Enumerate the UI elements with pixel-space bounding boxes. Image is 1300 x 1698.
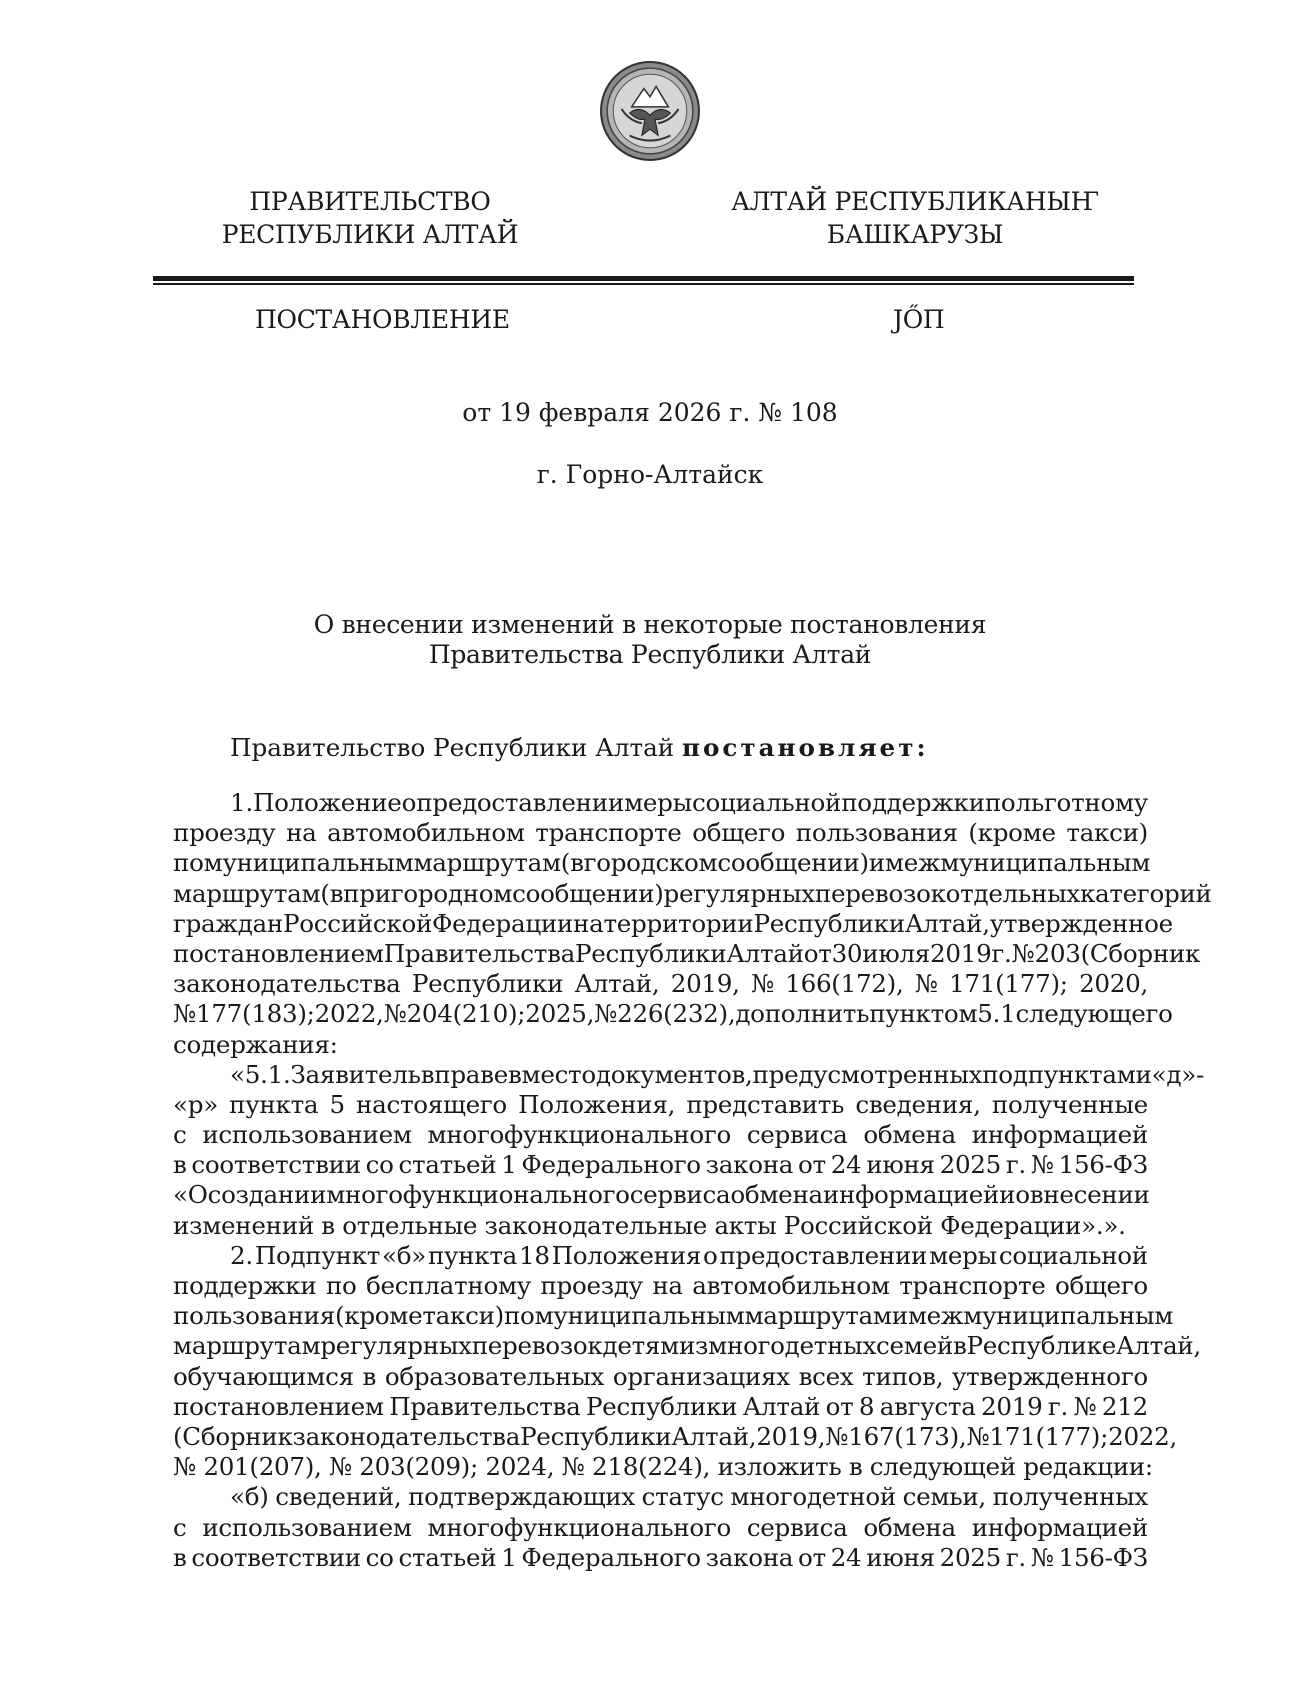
body-word: от <box>798 1542 826 1572</box>
body-line <box>173 1452 1153 1482</box>
body-word: вправе <box>420 1059 508 1089</box>
body-word: августа <box>879 1391 976 1421</box>
body-word: в <box>952 1331 967 1361</box>
body-word: (кроме <box>968 818 1056 848</box>
org-name-line: ПРАВИТЕЛЬСТВО <box>249 187 491 216</box>
body-word: № <box>173 1452 196 1482</box>
body-word: закона <box>705 1150 794 1180</box>
body-word: сервиса <box>746 1512 848 1542</box>
body-word: пользования <box>173 1301 335 1331</box>
body-word: г. <box>991 938 1012 968</box>
body-line <box>173 1241 1148 1271</box>
body-word: от <box>803 938 832 968</box>
body-word: 226(232), <box>617 999 736 1029</box>
body-word: сообщении) <box>512 878 664 908</box>
body-word: пользования <box>795 818 958 848</box>
body-word: утвержденного <box>951 1361 1148 1391</box>
body-word: общего <box>692 818 786 848</box>
document-title <box>300 610 1000 670</box>
body-line <box>173 1331 1201 1361</box>
body-word: многофункционального <box>427 1512 731 1542</box>
body-word: Республики <box>520 1421 672 1451</box>
body-word: соответствии <box>191 1542 361 1572</box>
body-word: предоставлении <box>719 1240 928 1270</box>
body-word: Алтай, <box>1115 1331 1201 1361</box>
body-word: Республики <box>411 969 564 999</box>
body-word: 2025 <box>939 1150 1001 1180</box>
body-word: № <box>750 969 774 999</box>
body-word: 30 <box>831 938 863 968</box>
body-word: Федерации <box>432 908 574 938</box>
body-word: межмуниципальным <box>907 1301 1174 1331</box>
body-word: законодательные <box>484 1210 707 1240</box>
body-line <box>173 1271 1148 1301</box>
body-word: детям <box>602 1331 679 1361</box>
body-word: в <box>362 1361 377 1391</box>
body-word: 203 <box>1034 938 1081 968</box>
body-word: Федерации».». <box>940 1210 1126 1240</box>
body-word: сведения, <box>855 1089 981 1119</box>
body-word: № <box>914 969 938 999</box>
body-word: от <box>825 1391 854 1421</box>
body-word: Алтай, <box>671 1421 757 1451</box>
decree-intro <box>230 733 929 762</box>
body-line <box>173 1482 1148 1512</box>
body-word: на <box>286 818 317 848</box>
body-word: использованием <box>202 1512 412 1542</box>
body-word: г. <box>1005 1150 1026 1180</box>
body-word: сообщении) <box>717 848 869 878</box>
body-word: № <box>383 999 407 1029</box>
body-word: обмена <box>730 1180 823 1210</box>
body-line <box>173 1180 1148 1210</box>
body-word: Российской <box>283 908 433 938</box>
body-word: (кроме <box>334 1301 423 1331</box>
body-word: социальной <box>998 1240 1148 1270</box>
body-word: (в <box>560 848 584 878</box>
body-word: организациях <box>612 1361 790 1391</box>
body-word: закона <box>705 1542 794 1572</box>
body-word: (в <box>320 878 344 908</box>
body-word: на <box>573 908 604 938</box>
body-word: обучающимся <box>173 1361 354 1391</box>
body-word: июля <box>862 938 931 968</box>
body-word: пункта <box>427 1240 518 1270</box>
body-word: в <box>321 1210 335 1240</box>
body-word: по <box>503 1301 535 1331</box>
body-word: городском <box>583 848 718 878</box>
body-word: льготному <box>1015 788 1148 817</box>
body-word: Федерального <box>521 1150 701 1180</box>
body-word: «О <box>173 1180 208 1210</box>
body-word: регулярных <box>663 878 815 908</box>
body-word: 2019, <box>670 969 740 999</box>
body-word: 2019 <box>930 938 992 968</box>
body-word: 2019 <box>981 1391 1043 1421</box>
body-word: полученных <box>992 1482 1148 1512</box>
body-word: предусмотренных <box>752 1059 983 1089</box>
body-word: № <box>1011 938 1035 968</box>
body-line <box>173 938 1201 969</box>
body-word: регулярных <box>320 1331 472 1361</box>
body-word: следующей <box>869 1452 1016 1482</box>
body-word: с <box>173 1120 187 1150</box>
body-word: Республики <box>753 908 905 938</box>
intro-text: Правительство Республики Алтай <box>230 733 675 762</box>
body-word: Положения, <box>518 1089 676 1119</box>
body-word: создании <box>207 1180 327 1210</box>
body-word: бесплатному <box>366 1271 531 1300</box>
body-word: «б» <box>381 1240 426 1270</box>
body-word: по <box>325 1271 357 1300</box>
body-word: 8 <box>858 1391 875 1421</box>
body-word: территории <box>603 908 754 938</box>
body-line <box>173 1513 1148 1543</box>
body-word: 2024, <box>485 1452 555 1482</box>
body-line <box>173 788 1148 818</box>
body-word: семьи, <box>902 1482 986 1512</box>
body-word: 166(172), <box>785 969 904 999</box>
body-word: пункта <box>229 1089 319 1119</box>
body-word: подпунктами <box>982 1059 1152 1089</box>
body-word: представить <box>686 1089 845 1119</box>
org-name-line: АЛТАЙ РЕСПУБЛИКАНЫҤ <box>731 187 1099 216</box>
body-line <box>173 1362 1148 1392</box>
body-line <box>173 878 1212 909</box>
body-word: из <box>678 1331 709 1361</box>
body-word: дополнить <box>735 999 870 1029</box>
body-line <box>173 999 1173 1029</box>
document-date-number: от 19 февраля 2026 г. № 108 <box>462 398 838 427</box>
body-word: маршрутам <box>413 848 561 878</box>
body-word: Положение <box>253 788 402 817</box>
body-word: 24 <box>830 1150 862 1180</box>
body-word: от <box>798 1150 826 1180</box>
body-word: утвержденное <box>989 908 1173 938</box>
org-name-line: РЕСПУБЛИКИ АЛТАЙ <box>221 220 519 249</box>
body-word: содержания: <box>173 1029 338 1059</box>
body-word: Алтай <box>726 938 804 968</box>
body-word: сервиса <box>629 1180 731 1210</box>
body-word: 2025 <box>939 1542 1001 1572</box>
body-word: по <box>173 848 204 878</box>
body-word: сервиса <box>746 1120 848 1150</box>
body-line <box>173 1301 1174 1331</box>
body-word: Российской <box>783 1210 933 1240</box>
body-word: № <box>966 1421 990 1451</box>
document-body <box>173 788 1212 1573</box>
body-word: 212 <box>1101 1391 1148 1421</box>
body-word: 167(173), <box>848 1421 967 1451</box>
body-word: о <box>1015 1180 1030 1210</box>
body-word: «5.1. <box>230 1059 291 1089</box>
body-word: Правительства <box>389 1391 581 1421</box>
body-word: маршрутам <box>744 1301 892 1331</box>
body-word: 2022, <box>1108 1421 1178 1451</box>
body-word: всех <box>798 1361 854 1391</box>
body-word: постановлением <box>173 938 384 968</box>
body-word: 1 <box>501 1150 517 1180</box>
body-word: меры <box>624 788 692 817</box>
body-word: статус <box>641 1482 724 1512</box>
body-word: Республики <box>575 938 727 968</box>
body-word: пригородном <box>343 878 513 908</box>
body-word: Алтай, <box>904 908 990 938</box>
body-word: 2025, <box>525 999 595 1029</box>
coat-of-arms-emblem <box>599 60 701 162</box>
org-name-altai <box>730 185 1100 251</box>
body-word: настоящего <box>356 1089 507 1119</box>
body-word: категорий <box>1079 878 1212 908</box>
body-word: транспорте <box>535 818 682 848</box>
body-word: с <box>173 1512 187 1542</box>
body-word: г. <box>1005 1542 1026 1572</box>
body-word: постановлением <box>173 1391 384 1421</box>
body-word: 1 <box>501 1542 517 1572</box>
body-line <box>173 848 1151 878</box>
body-word: и <box>999 1180 1016 1210</box>
body-word: 2020, <box>1079 969 1148 999</box>
body-word: в <box>848 1452 863 1482</box>
body-word: многофункционального <box>427 1120 731 1150</box>
org-name-russian <box>220 185 520 251</box>
body-word: в <box>173 1542 187 1572</box>
body-word: маршрутам <box>173 878 321 908</box>
body-word: муниципальным <box>203 848 414 878</box>
body-word: отдельные <box>342 1210 478 1240</box>
body-word: многодетной <box>730 1482 896 1512</box>
body-word: полученные <box>991 1089 1148 1119</box>
body-word: социальной <box>692 788 842 817</box>
body-word: со <box>365 1150 394 1180</box>
body-word: подтверждающих <box>408 1482 635 1512</box>
body-word: перевозок <box>471 1331 603 1361</box>
body-word: г. <box>1047 1391 1068 1421</box>
body-word: 218(224), <box>592 1452 711 1482</box>
body-word: перевозок <box>814 878 946 908</box>
doctype-altai: JŐП <box>893 305 945 334</box>
body-word: вместо <box>507 1059 596 1089</box>
body-word: 5 <box>329 1089 345 1119</box>
body-word: (Сборник <box>1080 938 1201 968</box>
body-word: 18 <box>518 1240 550 1270</box>
body-word: использованием <box>202 1120 412 1150</box>
body-word: такси) <box>1066 818 1148 848</box>
body-word: № <box>825 1421 849 1451</box>
body-word: Федерального <box>521 1542 701 1572</box>
body-word: изменений <box>173 1210 314 1240</box>
body-line <box>173 1059 1205 1090</box>
body-word: граждан <box>173 908 284 938</box>
body-word: отдельных <box>945 878 1080 908</box>
body-word: следующего <box>1015 999 1173 1029</box>
body-word: со <box>365 1542 394 1572</box>
body-word: № <box>1030 1150 1054 1180</box>
body-word: сведений, <box>275 1482 402 1512</box>
intro-emphasis: постановляет: <box>682 733 929 762</box>
body-line <box>173 818 1148 848</box>
body-word: июня <box>866 1542 935 1572</box>
body-line <box>173 1392 1148 1422</box>
body-word: 2. <box>230 1240 253 1270</box>
body-word: соответствии <box>191 1150 361 1180</box>
body-word: 2022, <box>314 999 384 1029</box>
body-word: обмена <box>863 1120 956 1150</box>
body-line <box>173 1120 1148 1150</box>
body-word: транспорте <box>899 1271 1046 1300</box>
body-word: внесении <box>1029 1180 1150 1210</box>
body-word: общего <box>1054 1271 1148 1300</box>
title-line: Правительства Республики Алтай <box>428 640 872 669</box>
body-word: 171(177); <box>949 969 1068 999</box>
body-word: 177(183); <box>195 999 315 1029</box>
body-word: 156-ФЗ <box>1058 1542 1148 1572</box>
body-word: 156-ФЗ <box>1058 1150 1148 1180</box>
body-line <box>173 969 1148 999</box>
body-word: о <box>401 788 417 817</box>
body-word: Алтай <box>742 1391 821 1421</box>
body-word: маршрутам <box>173 1331 321 1361</box>
body-word: Положения <box>551 1240 702 1270</box>
body-word: образовательных <box>384 1361 605 1391</box>
body-line <box>173 908 1173 939</box>
body-line <box>173 1211 1148 1241</box>
body-word: № <box>328 1452 352 1482</box>
body-word: статьей <box>398 1150 497 1180</box>
document-city: г. Горно-Алтайск <box>536 460 764 489</box>
body-word: информацией <box>971 1512 1148 1542</box>
body-word: № <box>173 999 196 1029</box>
body-line <box>173 1030 1148 1060</box>
body-word: многофункционального <box>326 1180 630 1210</box>
body-word: «б) <box>230 1482 269 1512</box>
doctype-russian: ПОСТАНОВЛЕНИЕ <box>255 305 510 334</box>
body-word: Республики <box>585 1391 738 1421</box>
body-word: 201(207), <box>203 1452 322 1482</box>
body-word: автомобильном <box>692 1271 890 1300</box>
body-word: информацией <box>822 1180 1000 1210</box>
body-word: статьей <box>398 1542 497 1572</box>
body-word: семей <box>876 1331 953 1361</box>
body-word: поддержки <box>173 1271 317 1300</box>
body-word: 24 <box>830 1542 862 1572</box>
body-word: на <box>652 1271 683 1300</box>
body-word: меры <box>929 1240 997 1270</box>
body-word: 2019, <box>756 1421 826 1451</box>
body-word: документов, <box>595 1059 753 1089</box>
body-word: 171(177); <box>989 1421 1109 1451</box>
body-word: законодательства <box>292 1421 521 1451</box>
org-name-line: БАШКАРУЗЫ <box>826 220 1004 249</box>
body-word: автомобильном <box>327 818 525 848</box>
body-word: проезду <box>173 818 276 848</box>
body-word: проезду <box>540 1271 643 1300</box>
body-word: многодетных <box>708 1331 877 1361</box>
body-word: № <box>1073 1391 1097 1421</box>
body-word: Заявитель <box>290 1059 421 1089</box>
body-word: 203(209); <box>359 1452 478 1482</box>
body-word: о <box>703 1240 718 1270</box>
body-word: Республике <box>966 1331 1116 1361</box>
header-divider-thick <box>153 276 1134 281</box>
body-word: законодательства <box>173 969 401 999</box>
body-line <box>173 1150 1148 1180</box>
body-word: предоставлении <box>416 788 624 817</box>
title-line: О внесении изменений в некоторые постановления <box>313 610 987 639</box>
body-word: 204(210); <box>406 999 526 1029</box>
body-word: июня <box>866 1150 935 1180</box>
body-word: акты <box>714 1210 777 1240</box>
body-word: Подпункт <box>254 1240 381 1270</box>
body-word: изложить <box>717 1452 842 1482</box>
body-word: и <box>868 848 885 878</box>
body-line <box>173 1421 1178 1452</box>
body-word: редакции: <box>1023 1452 1153 1482</box>
body-word: № <box>1030 1542 1054 1572</box>
body-word: 1. <box>230 788 253 817</box>
body-word: «д» <box>1151 1059 1196 1089</box>
header-divider-thin <box>153 283 1134 285</box>
body-word: межмуниципальным <box>884 848 1151 878</box>
body-word: Алтай, <box>574 969 660 999</box>
body-word: муниципальным <box>534 1301 745 1331</box>
body-word: 5.1 <box>977 999 1016 1029</box>
body-word: поддержки <box>841 788 985 817</box>
body-word: по <box>984 788 1016 817</box>
body-word: обмена <box>863 1512 956 1542</box>
body-word: информацией <box>971 1120 1148 1150</box>
body-word: в <box>173 1150 187 1180</box>
body-word: «р» <box>173 1089 218 1119</box>
body-word: пунктом <box>869 999 978 1029</box>
body-line <box>173 1543 1148 1573</box>
body-word: № <box>594 999 618 1029</box>
body-word: Правительства <box>383 938 575 968</box>
body-word: - <box>1196 1059 1205 1089</box>
body-word: (Сборник <box>173 1421 293 1451</box>
body-word: и <box>891 1301 908 1331</box>
body-word: такси) <box>422 1301 504 1331</box>
body-word: № <box>561 1452 585 1482</box>
body-word: типов, <box>862 1361 944 1391</box>
body-line <box>173 1090 1148 1120</box>
